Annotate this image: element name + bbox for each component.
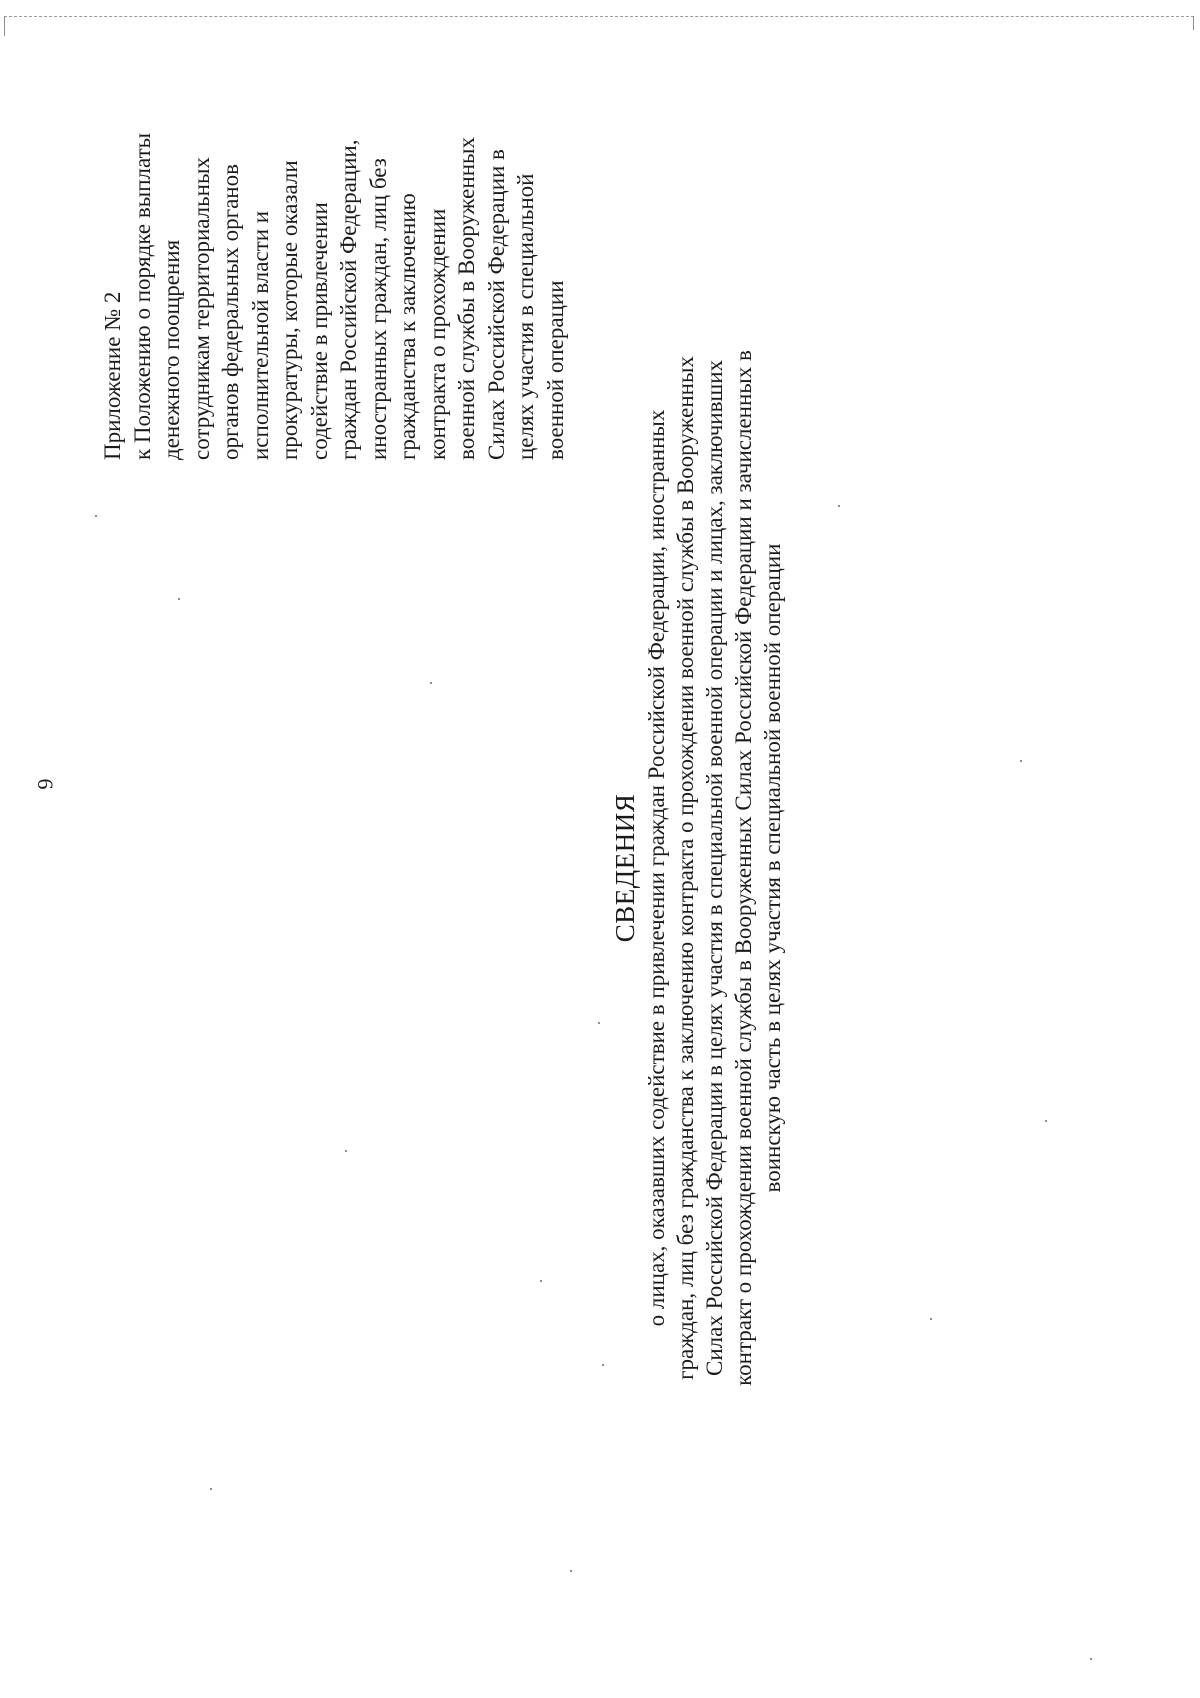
document-title: СВЕДЕНИЯ <box>610 793 640 943</box>
scan-edge-top <box>4 16 1194 17</box>
scan-speck <box>540 1280 542 1282</box>
subtitle-line: граждан, лиц без гражданства к заключению контракта о прохождении военной службы в Вооруженных <box>673 356 698 1380</box>
appendix-line: Силах Российской Федерации в <box>483 149 509 460</box>
appendix-line: исполнительной власти и <box>247 210 273 460</box>
appendix-line: содействие в привлечении <box>306 202 332 460</box>
page-number: 6 <box>33 778 58 790</box>
scan-speck <box>570 1570 572 1572</box>
scan-speck <box>1045 1120 1047 1122</box>
appendix-line: контракта о прохождении <box>424 208 450 460</box>
scan-speck <box>345 1150 347 1152</box>
subtitle-line: контракт о прохождении военной службы в Вооруженных Силах Российской Федерации и зачисленных в <box>731 350 756 1386</box>
scan-speck <box>598 1022 600 1024</box>
appendix-line: военной службы в Вооруженных <box>454 137 479 460</box>
appendix-line: граждан Российской Федерации, <box>336 139 361 460</box>
scan-speck <box>210 1488 212 1490</box>
scan-speck <box>930 1318 932 1320</box>
scan-speck <box>602 1364 604 1366</box>
scan-speck <box>838 505 840 507</box>
document-subtitle <box>642 268 787 1468</box>
scan-speck <box>430 682 432 684</box>
scan-edge-right <box>1193 16 1194 30</box>
appendix-header <box>98 20 570 460</box>
appendix-line: к Положению о порядке выплаты <box>129 132 155 460</box>
scan-speck <box>1020 760 1022 762</box>
appendix-line: денежного поощрения <box>159 239 184 460</box>
scan-edge-left <box>4 16 5 36</box>
appendix-title: Приложение № 2 <box>100 291 125 460</box>
appendix-line: целях участия в специальной <box>513 173 538 460</box>
appendix-line: гражданства к заключению <box>395 193 420 460</box>
document-heading <box>608 268 787 1468</box>
appendix-line: прокуратуры, которые оказали <box>277 160 302 460</box>
subtitle-line: о лицах, оказавших содействие в привлечении граждан Российской Федерации, иностранных <box>644 409 669 1327</box>
subtitle-line: воинскую часть в целях участия в специальной военной операции <box>760 543 785 1193</box>
appendix-line: органов федеральных органов <box>218 164 243 460</box>
scan-speck <box>1090 1658 1092 1660</box>
scan-speck <box>178 598 180 600</box>
appendix-line: военной операции <box>542 280 568 460</box>
appendix-line: иностранных граждан, лиц без <box>365 158 391 460</box>
scan-speck <box>95 515 97 517</box>
appendix-line: сотрудникам территориальных <box>188 157 214 460</box>
subtitle-line: Силах Российской Федерации в целях участия в специальной военной операции и лицах, заключивших <box>702 360 727 1376</box>
